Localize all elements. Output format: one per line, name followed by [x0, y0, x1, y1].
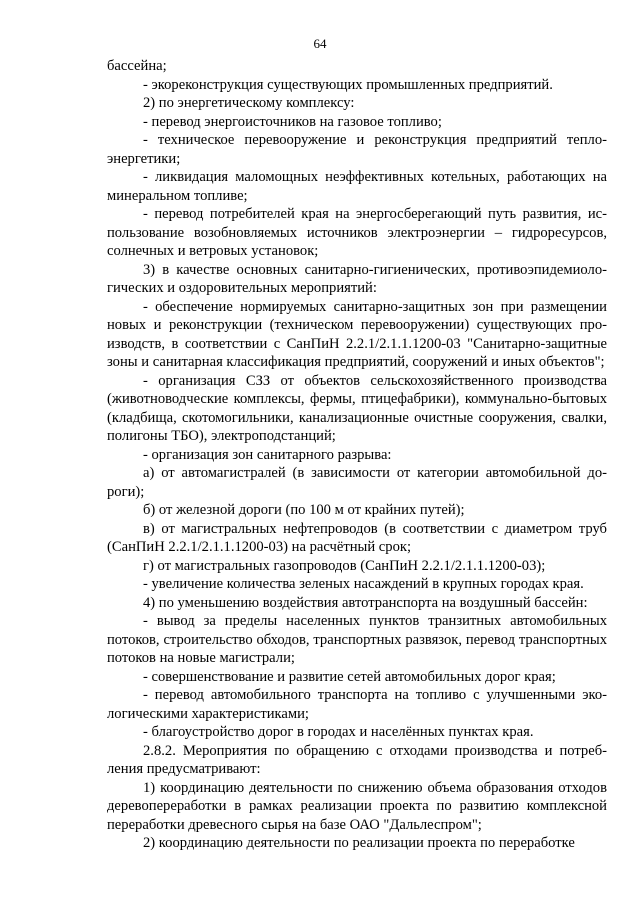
paragraph: - обеспечение нормируемых санитарно-защитных зон при размещении новых и реконструкции (техническом перевооружении) существующих производств, в соответствии с СанПиН 2.2.1/2.1.1.1200-03 "Санитарно-защитные зоны и санитарная классификация предприятий, сооружений и иных объектов"; — [107, 298, 607, 370]
paragraph: - организация зон санитарного разрыва: — [143, 446, 392, 463]
paragraph: - вывод за пределы населенных пунктов транзитных автомобильных потоков, строительство обходов, транспортных развязок, перевод транспортных потоков на новые магистрали; — [107, 613, 607, 666]
paragraph: 2) по энергетическому комплексу: — [143, 95, 355, 111]
paragraph: - благоустройство дорог в городах и населённых пунктах края. — [143, 724, 534, 740]
paragraph: - увеличение количества зеленых насаждений в крупных городах края. — [143, 576, 584, 592]
paragraph: 3) в качестве основных санитарно-гигиенических, противоэпидемиологических и оздоровительных мероприятий: — [107, 261, 607, 296]
paragraph: - перевод автомобильного транспорта на топливо с улучшенными экологическими характеристиками; — [107, 687, 607, 722]
page-number: 64 — [313, 36, 327, 51]
paragraph: - организация СЗЗ от объектов сельскохозяйственного производства (животноводческие комплексы, фермы, птицефабрики), коммунально-бытовых (кладбища, скотомогильники, канализационные очистные сооружения, свалки, полигоны ТБО), электроподстанций; — [107, 372, 607, 444]
paragraph: - перевод энергоисточников на газовое топливо; — [143, 113, 442, 130]
paragraph: б) от железной дороги (по 100 м от крайних путей); — [143, 502, 465, 518]
paragraph: бассейна; — [107, 58, 167, 74]
paragraph: - техническое перевооружение и реконструкция предприятий теплоэнергетики; — [107, 132, 607, 167]
paragraph: 2) координацию деятельности по реализации проекта по переработке — [143, 835, 575, 851]
paragraph: - экореконструкция существующих промышленных предприятий. — [143, 76, 553, 93]
paragraph: 1) координацию деятельности по снижению объема образования отходов деревопереработки в рамках реализации проекта по развитию комплексной переработки древесного сырья на базе ОАО "Дальлеспром"; — [107, 779, 607, 833]
paragraph: в) от магистральных нефтепроводов (в соответствии с диаметром труб (СанПиН 2.2.1/2.1.1.1200-03) на расчётный срок; — [107, 520, 607, 555]
paragraph: 4) по уменьшению воздействия автотранспорта на воздушный бассейн: — [143, 594, 588, 611]
paragraph: а) от автомагистралей (в зависимости от категории автомобильной дороги); — [107, 465, 607, 500]
document-body — [107, 57, 607, 853]
paragraph: г) от магистральных газопроводов (СанПиН 2.2.1/2.1.1.1200-03); — [143, 557, 546, 574]
paragraph: - ликвидация маломощных неэффективных котельных, работающих на минеральном топливе; — [107, 169, 607, 204]
paragraph: - перевод потребителей края на энергосберегающий путь развития, использование возобновляемых источников электроэнергии – гидроресурсов, солнечных и ветровых установок; — [107, 206, 607, 259]
paragraph: - совершенствование и развитие сетей автомобильных дорог края; — [143, 668, 556, 685]
paragraph: 2.8.2. Мероприятия по обращению с отходами производства и потребления предусматривают: — [107, 742, 607, 777]
